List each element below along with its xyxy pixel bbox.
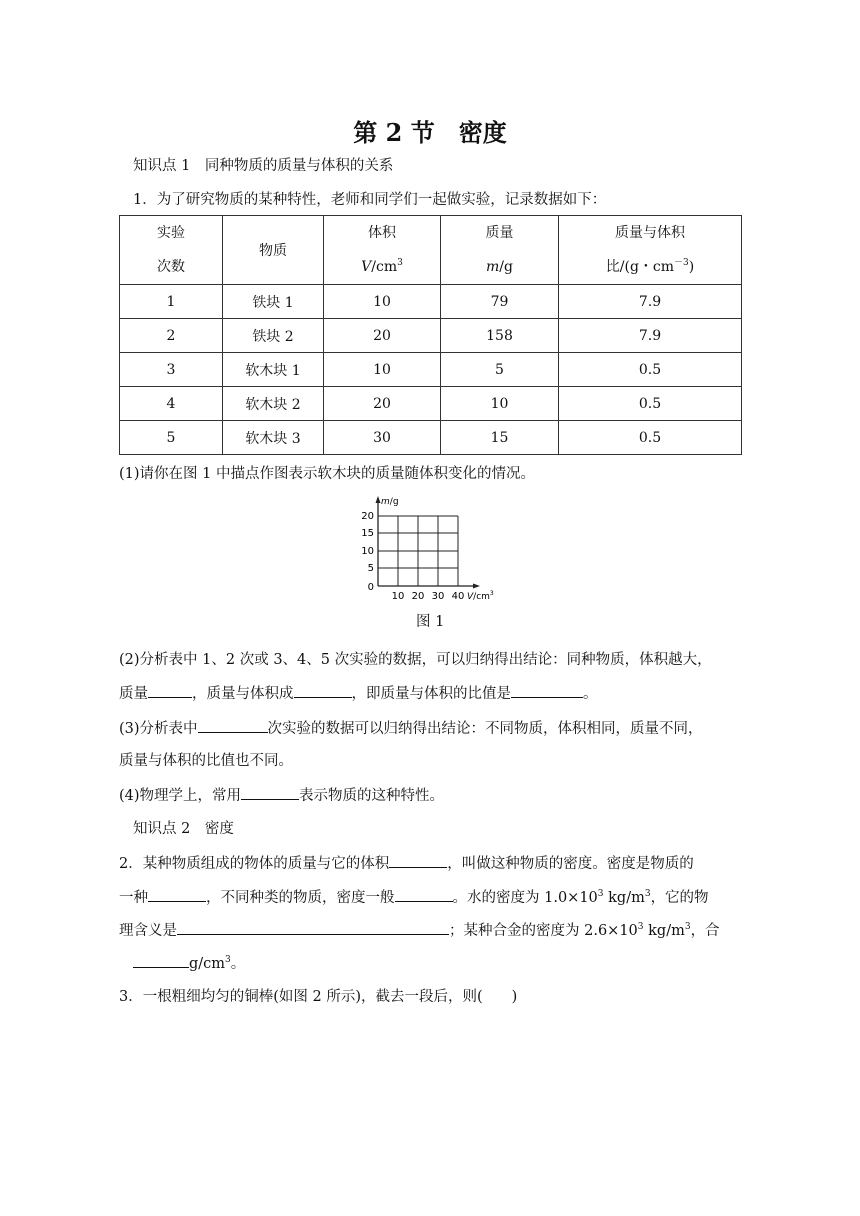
header-substance: 物质 <box>223 216 324 285</box>
answer-blank[interactable] <box>148 683 192 698</box>
figure-caption: 图 1 <box>416 614 445 630</box>
answer-blank[interactable] <box>177 920 449 935</box>
answer-blank[interactable] <box>198 718 268 733</box>
question-3: 3．一根粗细均匀的铜棒(如图 2 所示)，截去一段后，则( ) <box>119 989 518 1005</box>
section-heading-2: 知识点 2 密度 <box>133 821 234 837</box>
answer-blank[interactable] <box>389 853 447 868</box>
question-2-line-2: 一种 ，不同种类的物质，密度一般 。水的密度为 $1.0\times 10^3$ $kg/m^3$，它的物 <box>119 889 709 906</box>
data-table <box>119 215 742 455</box>
section-heading-1: 知识点 1 同种物质的质量与体积的关系 <box>133 158 394 174</box>
empty-graph-figure <box>356 493 502 603</box>
part-3-line-2: 质量与体积的比值也不同。 <box>119 753 293 769</box>
x-axis-arrow-icon <box>473 584 480 589</box>
x-tick-label: 30 <box>431 591 445 602</box>
y-tick-label: 5 <box>367 563 374 574</box>
answer-blank[interactable] <box>294 683 352 698</box>
question-2-line-3: 理含义是 ；某种合金的密度为 $2.6\times 10^3$ $kg/m^3$，合 <box>119 922 720 939</box>
question-2-line-4: $g/cm^3$。 <box>133 953 245 974</box>
x-tick-label: 40 <box>451 591 465 602</box>
question-2-line-1: 2．某种物质组成的物体的质量与它的体积 ，叫做这种物质的密度。密度是物质的 <box>119 853 694 874</box>
page-title: 第 2 节 密度 <box>353 118 507 147</box>
header-trial: 实验 次数 <box>120 216 223 285</box>
table-row: 1 铁块 1 10 79 7.9 <box>120 285 742 319</box>
table-row: 2 铁块 2 20 158 7.9 <box>120 319 742 353</box>
table-row: 3 软木块 1 10 5 0.5 <box>120 353 742 387</box>
answer-blank[interactable] <box>395 887 453 902</box>
table-header-row <box>120 216 742 285</box>
x-tick-label: 10 <box>391 591 405 602</box>
header-mass: 质量 m/g <box>441 216 559 285</box>
answer-blank[interactable] <box>511 683 583 698</box>
x-axis-label: $V/cm^3$ <box>467 590 494 602</box>
y-tick-label: 15 <box>361 528 374 539</box>
y-axis-arrow-icon <box>376 496 381 503</box>
table-row: 4 软木块 2 20 10 0.5 <box>120 387 742 421</box>
x-tick-label: 20 <box>411 591 425 602</box>
header-volume: 体积 $V/cm^3$ <box>324 216 441 285</box>
answer-blank[interactable] <box>133 953 189 968</box>
part-3-line-1: (3)分析表中 次实验的数据可以归纳得出结论：不同物质，体积相同，质量不同， <box>119 718 703 739</box>
y-tick-label: 10 <box>361 546 374 557</box>
header-ratio: 质量与体积 比/(g・$cm^{-3}$) <box>559 216 742 285</box>
origin-label: 0 <box>367 582 374 593</box>
part-1: (1)请你在图 1 中描点作图表示软木块的质量随体积变化的情况。 <box>119 466 535 482</box>
part-2-line-2: 质量 ，质量与体积成 ，即质量与体积的比值是 。 <box>119 683 598 704</box>
part-2-line-1: (2)分析表中 1、2 次或 3、4、5 次实验的数据，可以归纳得出结论：同种物质，体积越大， <box>119 652 712 668</box>
question-1: 1．为了研究物质的某种特性，老师和同学们一起做实验，记录数据如下： <box>133 192 607 208</box>
y-tick-label: 20 <box>361 511 374 522</box>
y-axis-label: m/g <box>381 497 399 507</box>
part-4: (4)物理学上，常用 表示物质的这种特性。 <box>119 785 444 806</box>
answer-blank[interactable] <box>241 785 299 800</box>
table-row: 5 软木块 3 30 15 0.5 <box>120 421 742 455</box>
answer-blank[interactable] <box>148 887 206 902</box>
